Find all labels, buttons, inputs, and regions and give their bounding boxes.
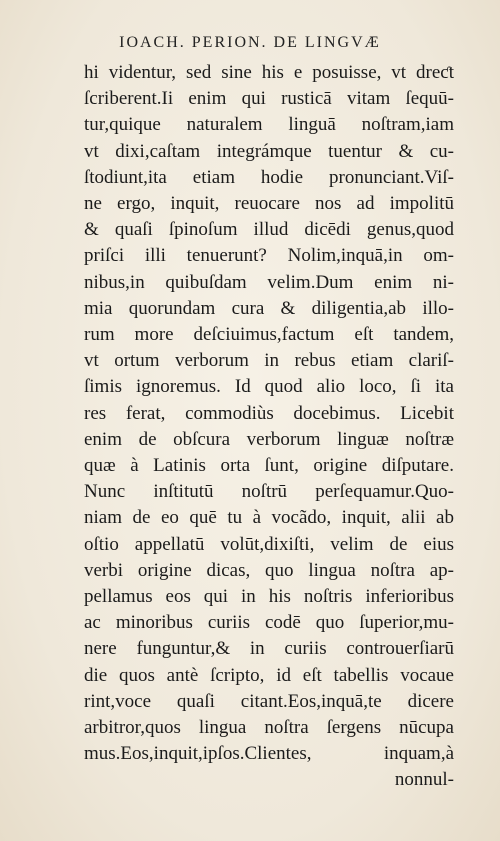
text-line: ac minoribus curiis codē quo ſuperior,mu-: [84, 612, 454, 634]
catchword: nonnul-: [394, 769, 454, 791]
text-line: hi videntur, sed sine his e posuisse, vt dreƈt: [84, 62, 454, 83]
text-line: nibus,in quibuſdam velim.Dum enim ni-: [84, 271, 454, 293]
text-line: die quos antè ſcripto, id eſt tabellis vocaue: [84, 664, 454, 686]
text-line: rint,voce quaſi citant.Eos,inquā,te dicere: [84, 690, 454, 712]
text-line: res ferat, commodiùs docebimus. Licebit: [84, 402, 454, 424]
text-line: oſtio appellatū volūt,dixiſti, velim de eius: [84, 533, 454, 555]
text-line: tur,quique naturalem linguā noſtram,iam: [84, 114, 454, 136]
text-line: enim de obſcura verborum linguæ noſtræ: [84, 428, 454, 450]
text-line: mus.Eos,inquit,ipſos.Clientes, inquam,à: [84, 743, 454, 765]
body-text: [84, 60, 454, 794]
running-head: IOACH. PERION. DE LINGVÆ: [119, 34, 381, 51]
text-line: arbitror,quos lingua noſtra ſergens nūcupa: [84, 717, 454, 739]
text-line: mia quorundam cura & diligentia,ab illo-: [84, 297, 454, 319]
text-line: vt ortum verborum in rebus etiam clariſ-: [84, 350, 454, 372]
text-line: pellamus eos qui in his noſtris inferioribus: [84, 586, 454, 608]
text-line: ſimis ignoremus. Id quod alio loco, ſi ita: [84, 376, 454, 398]
text-line: Nunc inſtitutū noſtrū perſequamur.Quo-: [84, 481, 454, 503]
text-line: ſcriberent.Ii enim qui rusticā vitam ſequū-: [84, 88, 454, 110]
text-line: ſtodiunt,ita etiam hodie pronunciant.Viſ-: [84, 166, 454, 188]
text-line: niam de eo quē tu à vocãdo, inquit, alii ab: [84, 507, 454, 529]
text-line: rum more deſciuimus,factum eſt tandem,: [84, 324, 454, 346]
text-line: nere funguntur,& in curiis controuerſiarū: [84, 638, 454, 660]
text-line: quæ à Latinis orta ſunt, origine diſputare.: [84, 455, 454, 477]
text-line: ne ergo, inquit, reuocare nos ad impolitū: [84, 193, 454, 215]
text-line: vt dixi,caſtam integrámque tuentur & cu-: [84, 140, 454, 162]
text-line: & quaſi ſpinoſum illud dicēdi genus,quod: [84, 219, 454, 241]
text-line: verbi origine dicas, quo lingua noſtra ap-: [84, 559, 454, 581]
text-line: priſci illi tenuerunt? Nolim,inquā,in om-: [84, 245, 454, 267]
